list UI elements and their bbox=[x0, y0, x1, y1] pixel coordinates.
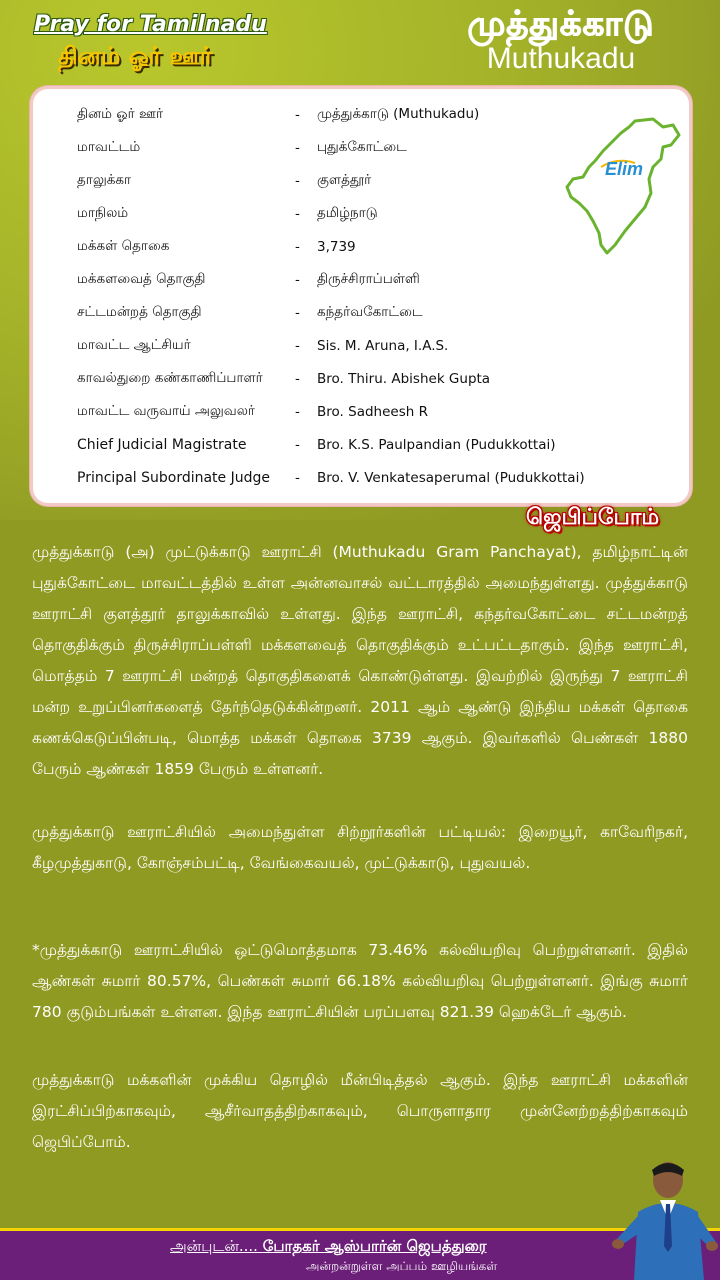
info-value: Bro. V. Venkatesaperumal (Pudukkottai) bbox=[317, 469, 585, 486]
info-key: தினம் ஓர் ஊர் bbox=[77, 105, 164, 122]
info-table bbox=[77, 98, 597, 494]
body-paragraph-prayer: முத்துக்காடு மக்களின் முக்கிய தொழில் மீன்பிடித்தல் ஆகும். இந்த ஊராட்சி மக்களின் இரட்சிப்பிற்காகவும், ஆசீர்வாதத்திற்காகவும், பொருளாதார முன்னேற்றத்திற்காகவும் ஜெபிப்போம். bbox=[32, 1071, 688, 1151]
body-paragraph-hamlets: முத்துக்காடு ஊராட்சியில் அமைந்துள்ள சிற்றூர்களின் பட்டியல்: இறையூர், காவேரிநகர், கீழமுத்துகாடு, கோஞ்சம்பட்டி, வேங்கைவயல், முட்டுக்காடு, புதுவயல். bbox=[32, 823, 688, 872]
info-value: 3,739 bbox=[317, 238, 356, 255]
info-separator: - bbox=[295, 436, 300, 453]
info-row bbox=[77, 263, 597, 296]
info-row bbox=[77, 230, 597, 263]
info-key: மக்கள் தொகை bbox=[77, 237, 170, 254]
info-separator: - bbox=[295, 106, 300, 123]
info-separator: - bbox=[295, 172, 300, 189]
info-value: Bro. K.S. Paulpandian (Pudukkottai) bbox=[317, 436, 556, 453]
info-row bbox=[77, 362, 597, 395]
info-row bbox=[77, 131, 597, 164]
info-row bbox=[77, 98, 597, 131]
info-key: Chief Judicial Magistrate bbox=[77, 436, 247, 453]
info-row bbox=[77, 329, 597, 362]
info-value: முத்துக்காடு (Muthukadu) bbox=[317, 105, 480, 122]
info-key: மாவட்டம் bbox=[77, 138, 141, 155]
info-separator: - bbox=[295, 304, 300, 321]
dinam-oor-oor-label: தினம் ஓர் ஊர் bbox=[58, 42, 213, 70]
info-row bbox=[77, 296, 597, 329]
info-value: புதுக்கோட்டை bbox=[317, 138, 407, 155]
info-separator: - bbox=[295, 469, 300, 486]
tamilnadu-map-icon bbox=[565, 117, 683, 257]
info-row bbox=[77, 164, 597, 197]
info-value: கந்தர்வகோட்டை bbox=[317, 303, 423, 320]
info-key: Principal Subordinate Judge bbox=[77, 469, 270, 486]
info-key: சட்டமன்றத் தொகுதி bbox=[77, 303, 202, 320]
village-title-english: Muthukadu bbox=[486, 42, 636, 75]
body-paragraph-literacy: *முத்துக்காடு ஊராட்சியில் ஒட்டுமொத்தமாக 73.46% கல்வியறிவு பெற்றுள்ளனர். இதில் ஆண்கள் சுமார் 80.57%, பெண்கள் சுமார் 66.18% கல்வியறிவு பெற்றுள்ளனர். இங்கு சுமார் 780 குடும்பங்கள் உள்ளன. இந்த ஊராட்சியின் பரப்பளவு 821.39 ஹெக்டேர் ஆகும். bbox=[32, 941, 688, 1021]
info-key: மாவட்ட ஆட்சியர் bbox=[77, 336, 191, 353]
info-key: மாவட்ட வருவாய் அலுவலர் bbox=[77, 402, 255, 419]
ministry-name: அன்றன்றுள்ள அப்பம் ஊழியங்கள் bbox=[306, 1259, 498, 1273]
info-separator: - bbox=[295, 238, 300, 255]
body-paragraph-intro: முத்துக்காடு (அ) முட்டுக்காடு ஊராட்சி (Muthukadu Gram Panchayat), தமிழ்நாட்டின் புதுக்கோட்டை மாவட்டத்தில் உள்ள அன்னவாசல் வட்டாரத்தில் அமைந்துள்ளது. முத்துக்காடு ஊராட்சி குளத்தூர் தாலுக்காவில் உள்ளது. இந்த ஊராட்சி, கந்தர்வகோட்டை சட்டமன்றத் தொகுதிக்கும் திருச்சிராப்பள்ளி மக்களவைத் தொகுதிக்கும் உட்பட்டதாகும். இந்த ஊராட்சி, மொத்தம் 7 ஊராட்சி மன்றத் தொகுதிகளைக் கொண்டுள்ளது. இவற்றில் இருந்து 7 ஊராட்சி மன்ற உறுப்பினர்களைத் தேர்ந்தெடுக்கின்றனர். 2011 ஆம் ஆண்டு இந்திய மக்கள் தொகை கணக்கெடுப்பின்படி, மொத்த மக்கள் தொகை 3739 ஆகும். இவர்களில் பெண்கள் 1880 பேரும் ஆண்கள் 1859 பேரும் உள்ளனர். bbox=[32, 543, 688, 778]
info-separator: - bbox=[295, 139, 300, 156]
info-row bbox=[77, 461, 597, 494]
info-key: காவல்துறை கண்காணிப்பாளர் bbox=[77, 369, 263, 386]
info-value: Bro. Thiru. Abishek Gupta bbox=[317, 370, 491, 387]
info-value: திருச்சிராப்பள்ளி bbox=[317, 270, 420, 287]
info-separator: - bbox=[295, 370, 300, 387]
info-value: Bro. Sadheesh R bbox=[317, 403, 428, 420]
info-value: Sis. M. Aruna, I.A.S. bbox=[317, 337, 449, 354]
info-value: தமிழ்நாடு bbox=[317, 204, 378, 221]
info-separator: - bbox=[295, 337, 300, 354]
signature-prefix: அன்புடன்.... bbox=[170, 1237, 258, 1255]
info-key: மக்களவைத் தொகுதி bbox=[77, 270, 206, 287]
signature-line bbox=[170, 1237, 487, 1257]
info-separator: - bbox=[295, 205, 300, 222]
info-value: குளத்தூர் bbox=[317, 171, 372, 188]
info-separator: - bbox=[295, 403, 300, 420]
info-row bbox=[77, 197, 597, 230]
village-title-tamil: முத்துக்காடு bbox=[467, 4, 655, 44]
info-key: தாலுக்கா bbox=[77, 171, 132, 188]
pastor-photo bbox=[612, 1156, 720, 1280]
info-separator: - bbox=[295, 271, 300, 288]
signature-name: போதகர் ஆஸ்பார்ன் ஜெபத்துரை bbox=[262, 1237, 487, 1255]
info-row bbox=[77, 428, 597, 461]
jebippom-badge: ஜெபிப்போம் bbox=[526, 505, 660, 530]
info-card bbox=[30, 86, 692, 506]
pray-for-tamilnadu-label: Pray for Tamilnadu bbox=[34, 12, 267, 37]
info-row bbox=[77, 395, 597, 428]
elim-logo: Elim bbox=[605, 159, 644, 179]
info-key: மாநிலம் bbox=[77, 204, 129, 221]
